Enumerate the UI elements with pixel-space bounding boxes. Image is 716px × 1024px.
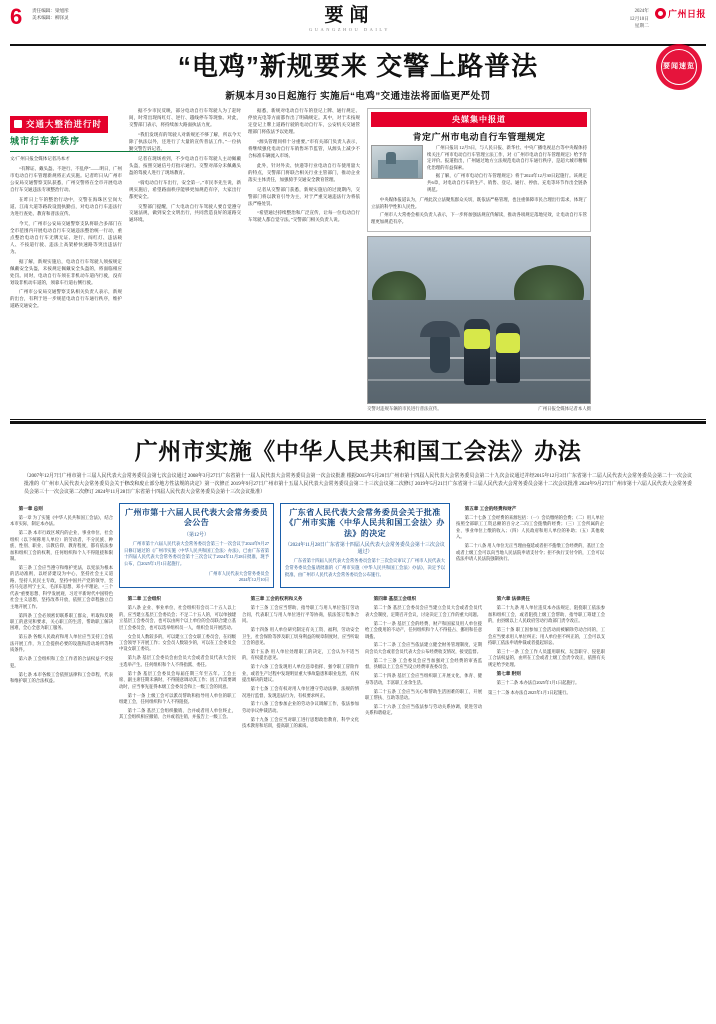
paragraph: 第一章 为了实施《中华人民共和国工会法》，结合本市实际，制定本办法。 [10,514,113,527]
paragraph: 第二十六条 工会应当依法参与劳动关系协调，促进劳动关系和谐稳定。 [365,703,482,716]
central-media-report [367,108,591,232]
paragraph: 第三十二条 本办法自2025年1月1日起施行。 [496,680,580,686]
paragraph: 第十五条 用人单位处理职工的决定，工会认为不适当的，有权提出意见。 [242,648,359,661]
paragraph: “源头管理同样十分重要。”市有关部门负责人表示，将继续强化电动自行车销售环节监管，从源头上减少不合标准车辆流入市场。 [248,138,360,158]
paragraph: 广州市人大常委会相关负责人表示，下一步将加强法规宣传解读，推动各项规定落地见效，让电动自行车管理更加规范有序。 [371,212,587,224]
law-center-block [119,503,605,732]
signature-date: 2024年12月10日 [238,576,269,582]
law-effective-date: 第三十二条 本办法自2025年1月1日起施行。 [488,689,571,695]
paragraph: 第二十一条 基层工会的经费、财产和国家及用人单位拨给工会使用的不动产，任何组织和个人不得侵占、挪用和任意调拨。 [365,620,482,639]
paragraph: “我们发现有的驾驶人对新规还不够了解，所以今天除了执法以外，还进行了大量的宣传普法工作。”一位执勤交警告诉记者。 [129,131,241,151]
top-story-column-2 [129,108,241,412]
photo-rider [430,333,450,373]
photo-caption [367,406,591,412]
law-chapter-heading: 第六章 法律责任 [496,596,531,602]
logo-mark-icon [655,8,666,19]
thumbnail-image [371,145,423,179]
top-story-column-1 [10,108,122,412]
law-column-3 [242,593,359,732]
paragraph: 第三十条 职工因参加工会活动而被解除劳动合同的，工会应当要求用人单位纠正；用人单位拒不纠正的，工会可以支持职工依法申请仲裁或者提起诉讼。 [488,627,605,645]
page-folio: 6 [10,4,23,29]
paragraph: 第二十七条 工会经费的来源包括：（一）会员缴纳的会费；（二）用人单位按照全部职工工资总额的百分之二向工会拨缴的经费；（三）工会所属的企业、事业单位上缴的收入；（四）人民政府和用人单位的补助；（五）其他收入。 [456,514,604,540]
paragraph: 第二十五条 工会应当关心和帮助生活困难的职工，开展职工帮扶、互助等活动。 [365,688,482,701]
paragraph: 记者在现场看到，不少电动自行车驾驶人主动佩戴头盔，按照交通信号灯指示通行。交警对部分未佩戴头盔的驾驶人进行了现场教育。 [129,155,241,175]
law-columns-lower [119,593,605,732]
notice-body [124,541,269,568]
campaign-tag-label: 交通大整治进行时 [10,116,108,133]
paragraph: 交警部门提醒，广大电动自行车驾驶人要自觉遵守交通法规，做到安全文明出行，共同营造良好的道路交通环境。 [129,203,241,223]
editor-bylines [32,6,102,22]
paragraph: 广州市公安局交通警察支队相关负责人表示，新规的出台，有利于进一步规范电动自行车通行秩序，维护道路交通安全。 [10,289,122,309]
media-text [427,145,587,195]
date-day: 12月10日 [629,16,649,22]
notice-body [285,558,445,578]
signature-org: 广州市人民代表大会常务委员会 [208,570,269,576]
paragraph: 第二十二条 工会应当依法建立健全财务管理制度，定期向会员大会或者会员代表大会公布经费收支情况，接受监督。 [365,642,482,654]
law-column-2 [119,593,236,732]
paragraph: 第二十九条 用人单位违反本办法规定，阻挠职工依法参加和组织工会，或者阻挠上级工会帮助、指导职工筹建工会的，由县级以上人民政府劳动行政部门责令改正。 [488,605,605,624]
date-weekday: 星期二 [634,24,649,30]
law-column-4 [365,593,482,732]
paragraph: 第十六条 工会发现用人单位违章指挥、强令职工冒险作业，或者生产过程中发现明显重大事故隐患和职业危害，有权提出解决的建议。 [242,664,359,683]
byline-2: 美术编辑：柳泽灵 [32,14,69,20]
paragraph: 第十一条 上级工会可以派员帮助和指导用人单位的职工组建工会，任何组织和个人不得阻挠。 [119,692,236,704]
law-adoption-history: （2007年12月7日广州市第十三届人民代表大会常务委员会第七次会议通过 2008年3月27日广东省第十一届人民代表大会常务委员会第一次会议批准 根据2015年5月20日广州市第十四届人民代表大会常务委员会第二十九次会议通过并经2015年12月3日广东省第十二届人民代表大会常务委员会第二十一次会议批准的《广州市人民代表大会常务委员会关于修改和废止部分地方性法规的决定》第一次修正 2019年9月27日广州市第十五届人民代表大会常务委员会第二十三次会议第二次修订 2019年5月21日广东省第十三届人民代表大会常务委员会第十二次会议批准 2024年9月27日广州市第十六届人民代表大会常务委员会第三十一次会议第二次修订 2024年11月28日广东省第十四届人民代表大会常务委员会第十三次会议批准） [24,474,692,496]
notice-title: 广东省人民代表大会常务委员会关于批准《广州市实施〈中华人民共和国工会法〉办法》的决定 [285,508,445,538]
paragraph: 第二十条 基层工会委员会应当建立会员大会或者会员代表大会制度，定期召开会议，讨论决定工会工作的重大问题。 [365,605,482,617]
news-photo [367,236,591,404]
section-divider-thick [10,421,706,424]
notice-provincial-approval [280,503,450,588]
paragraph: 第二十三条 工会委员会应当加强对工会经费的审查监督，县级以上工会应当设立经费审查委员会。 [365,657,482,670]
paragraph: 第三十一条 工会工作人员滥用职权、玩忽职守、侵犯职工合法权益的，由所在工会或者上级工会责令改正，依照有关规定给予处理。 [488,648,605,667]
paragraph: 广州日报讯 12月5日，与人民日报、新华社、中央广播电视总台等中央媒体持续关注广州市电动自行车管理立法工作，对《广州市电动自行车管理规定》给予肯定评价。报道指出，广州通过地方立法规范电动自行车通行秩序，是超大城市精细化治理的有益探索。 [427,144,587,170]
media-banner-label: 央媒集中报道 [371,112,587,127]
paragraph: 第十二条 基层工会组织撤销、合并或者用人单位终止，其工会组织相应撤销、合并或者注销，并报告上一级工会。 [119,707,236,720]
law-columns [10,503,706,732]
badge-label: 要闻速览 [663,63,695,71]
top-story [10,46,706,412]
law-section [10,433,706,732]
reporter-byline: 文/广州日报全媒体记者冯本才 [10,156,70,161]
paragraph: 今天，广州市公安局交通警察支队将联合多部门在全市范围内开展电动自行车交通违法整治统一行动，重点整治电动自行车无牌无证、逆行、闯红灯、违法载人、不按道行驶、违法上高架桥快速路等突出违法行为。 [10,220,122,254]
photo-caption-text: 交警对违规车辆的市民进行普法宣传。 [367,405,442,411]
paragraph: 第十三条 工会应当帮助、指导职工与用人单位签订劳动合同，代表职工与用人单位进行平等协商，依法签订集体合同。 [242,605,359,624]
paragraph: 记者从交警部门获悉，新规实施后的过渡期内，交警部门将以教育引导为主，对于严重交通违法行为将依法严格处罚。 [248,186,360,206]
byline-1: 责任编辑：梁旭彤 [32,8,69,13]
paragraph: 第六条 工会组织和工会工作者的合法权益不受侵犯。 [10,656,113,668]
paragraph: 第十条 基层工会委员会每届任期三年至五年。工会主席、副主席任期未满时，不得随意调动其工作；因工作需要调动时，应当事先征得本级工会委员会和上一级工会的同意。 [119,670,236,689]
photo-credit: 广州日报全媒体记者本人摄 [538,405,591,411]
notice-announcement [119,503,274,588]
newspaper-logo [655,6,706,20]
notice-boxes [119,503,605,588]
paragraph: 据了解，《广州市电动自行车管理规定》将于2024年12月30日起施行。该规定共6章，对电动自行车的生产、销售、登记、通行、停放、充电等环节作出全链条规范。 [427,173,587,192]
paragraph: 据不少市民反映，部分电动自行车驾驶人为了赶时间，时常出现闯红灯、逆行、越线停车等现象。对此，交警部门表示，将持续加大路面执法力度。 [129,107,241,127]
top-story-sidebar [367,108,591,412]
paragraph: 第八条 企业、事业单位、社会组织有会员二十五人以上的，应当建立基层工会委员会；不足二十五人的，可以单独建立基层工会委员会，也可以由两个以上单位的会员联合建立基层工会委员会，也可以选举组织员一人，组织会员开展活动。 [119,605,236,630]
law-chapter-heading: 第五章 工会的经费和财产 [464,506,517,512]
paragraph: 广州市第十六届人民代表大会常务委员会第三十一次会议于2024年9月27日修订通过的《广州市实施〈中华人民共和国工会法〉办法》，已由广东省第十四届人民代表大会常务委员会第十三次会议于2024年11月28日批准，现予公布，自2025年1月1日起施行。 [124,540,269,566]
law-title: 广州市实施《中华人民共和国工会法》办法 [134,438,582,465]
media-banner-sub: 肯定广州市电动自行车管理规定 [412,131,546,142]
law-chapter-heading: 第一章 总则 [18,506,43,512]
notice-number: （第12号） [183,532,209,538]
paragraph: 第十四条 用人单位研究制定有关工资、福利、劳动安全卫生、社会保险等涉及职工切身利益的规章制度时，应当听取工会的意见。 [242,627,359,645]
paragraph: 中央媒体报道认为，广州此次立法聚焦群众关切，既依法严格管理，也注重保障市民合理出行需求，体现了立法的科学性和人民性。 [371,197,587,209]
law-column-5 [488,593,605,732]
photo-officer-vest [464,329,490,349]
issue-date [597,6,649,31]
paragraph: “希望通过持续整治和广泛宣传，让每一位电动自行车驾驶人都自觉守法。”交警部门相关负责人说。 [248,210,360,223]
section-title: 要闻 [324,5,375,26]
notice-title: 广州市第十六届人民代表大会常务委员会公告 [125,508,268,528]
paragraph: 第七条 本市各级工会依照法律和工会章程，代表和维护职工的合法权益。 [10,671,113,684]
paragraph: 广东省第十四届人民代表大会常务委员会第十三次会议审议了广州市人民代表大会常务委员会报请批准的《广州市实施〈中华人民共和国工会法〉办法》，决定予以批准，由广州市人民代表大会常务委员会公布施行。 [285,558,445,577]
campaign-tag-sub: 城市行车新秩序 [10,136,81,147]
notice-meta: （2024年11月28日广东省第十四届人民代表大会常务委员会第十三次会议通过） [285,543,445,556]
logo-text: 广州日报 [667,9,706,19]
section-divider [10,419,706,420]
paragraph: “骑电动自行车出行，安全第一。”市民李先生说，新规实施后，希望路面秩序能够更加规范有序，大家出行都更安全。 [129,179,241,199]
law-chapter-heading: 第二章 工会组织 [127,596,162,602]
law-chapter-heading: 第七章 附则 [496,671,521,677]
section-badge [656,44,702,90]
date-year: 2024年 [634,9,649,14]
notice-signature [124,571,269,584]
paragraph: 第四条 工会必须密切联系职工群众，听取和反映职工的意见和要求，关心职工的生活，帮助职工解决困难，全心全意为职工服务。 [10,612,113,631]
subheadline: 新规本月30日起施行 实施后“电鸡”交通违法将面临更严处罚 [225,90,491,102]
headline: “电鸡”新规要来 交警上路普法 [177,51,539,81]
top-story-column-3 [248,108,360,412]
paragraph: 第九条 基层工会委员会由会员大会或者会员代表大会民主选举产生。任何组织和个人不得指派、委任。 [119,655,236,667]
paragraph: 在昨日上午的整治行动中，交警在海珠区宝岗大道、江南大道等路段设置执勤点，对电动自行车违法行为进行查处、教育和普法宣传。 [10,196,122,216]
photo-officer-vest [496,333,520,353]
media-text-cont [371,197,587,225]
paragraph: 第二条 本市行政区域内的企业、事业单位、社会组织（以下统称用人单位）的劳动者，不分民族、种族、性别、职业、宗教信仰、教育程度，都有依法参加和组织工会的权利，任何组织和个人不得阻挠和限制。 [10,530,113,562]
paragraph: 第二十八条 用人单位无正当理由拖延或者拒不拨缴工会经费的，基层工会或者上级工会可以向当地人民法院申请支付令；拒不执行支付令的，工会可以依法申请人民法院强制执行。 [456,543,604,562]
paragraph: 第十八条 工会参加企业的劳动争议调解工作，依法参加劳动争议仲裁活动。 [242,701,359,713]
top-story-columns [10,108,706,412]
paragraph: 据了解，新规实施后，电动自行车驾驶人须按规定佩戴安全头盔，未按规定佩戴安全头盔的，将面临相应处罚。同时，电动自行车须在非机动车道内行驶，没有划设非机动车道的，须靠车行道右侧行驶。 [10,258,122,285]
paragraph: 此外，针对外卖、快递等行业电动自行车使用量大的特点，交警部门将联合相关行业主管部门，推动企业落实主体责任，加强骑手交通安全教育管理。 [248,162,360,182]
law-chapter-heading: 第四章 基层工会组织 [373,596,417,602]
law-column-5-top [456,503,604,588]
paragraph: 第十七条 工会有权对用人单位遵守劳动法律、法规的情况进行监督，发现违法行为，有权要求纠正。 [242,686,359,698]
masthead [10,6,706,46]
photo-traffic-officer [496,323,520,383]
paragraph: 第十九条 工会应当对职工进行思想政治教育、科学文化技术教育和培训，提高职工的素质。 [242,716,359,729]
paragraph: “有牌证、戴头盔、不逆行、不乱停”——明日，广州市电动自行车管理新规将正式实施。记者昨日从广州市公安局交通警察支队获悉，广州交警将在全市开展电动自行车交通违法专项整治行动。 [10,165,122,192]
law-chapter-heading: 第三章 工会的权利和义务 [250,596,303,602]
media-body [371,145,587,195]
section-title-block [102,6,597,32]
paragraph: 第三条 工会应当遵守和维护宪法，以宪法为根本的活动准则，以经济建设为中心，坚持社会主义道路，坚持人民民主专政，坚持中国共产党的领导，坚持马克思列宁主义、毛泽东思想、邓小平理论、“三个代表”重要思想、科学发展观、习近平新时代中国特色社会主义思想，坚持改革开放，依照工会章程独立自主地开展工作。 [10,565,113,609]
paragraph: 第二十四条 基层工会应当组织职工开展文化、体育、健身等活动，丰富职工业余生活。 [365,673,482,685]
paragraph: 第五条 各级人民政府和用人单位应当支持工会依法开展工作，为工会提供必要的设施和活动场所等物质条件。 [10,634,113,653]
section-pinyin: GUANGZHOU DAILY [309,26,390,32]
paragraph: 女会员人数较多的，可以建立工会女职工委员会，在同级工会领导下开展工作；女会员人数较少的，可以在工会委员会中设女职工委员。 [119,633,236,652]
law-column-1 [10,503,113,732]
paragraph: 据悉，新规对电动自行车的登记上牌、通行规定、停放充电等方面都作出了明确规定。其中，对于未按规定登记上牌上道路行驶的电动自行车，公安机关交通管理部门将依法予以处理。 [248,107,360,134]
